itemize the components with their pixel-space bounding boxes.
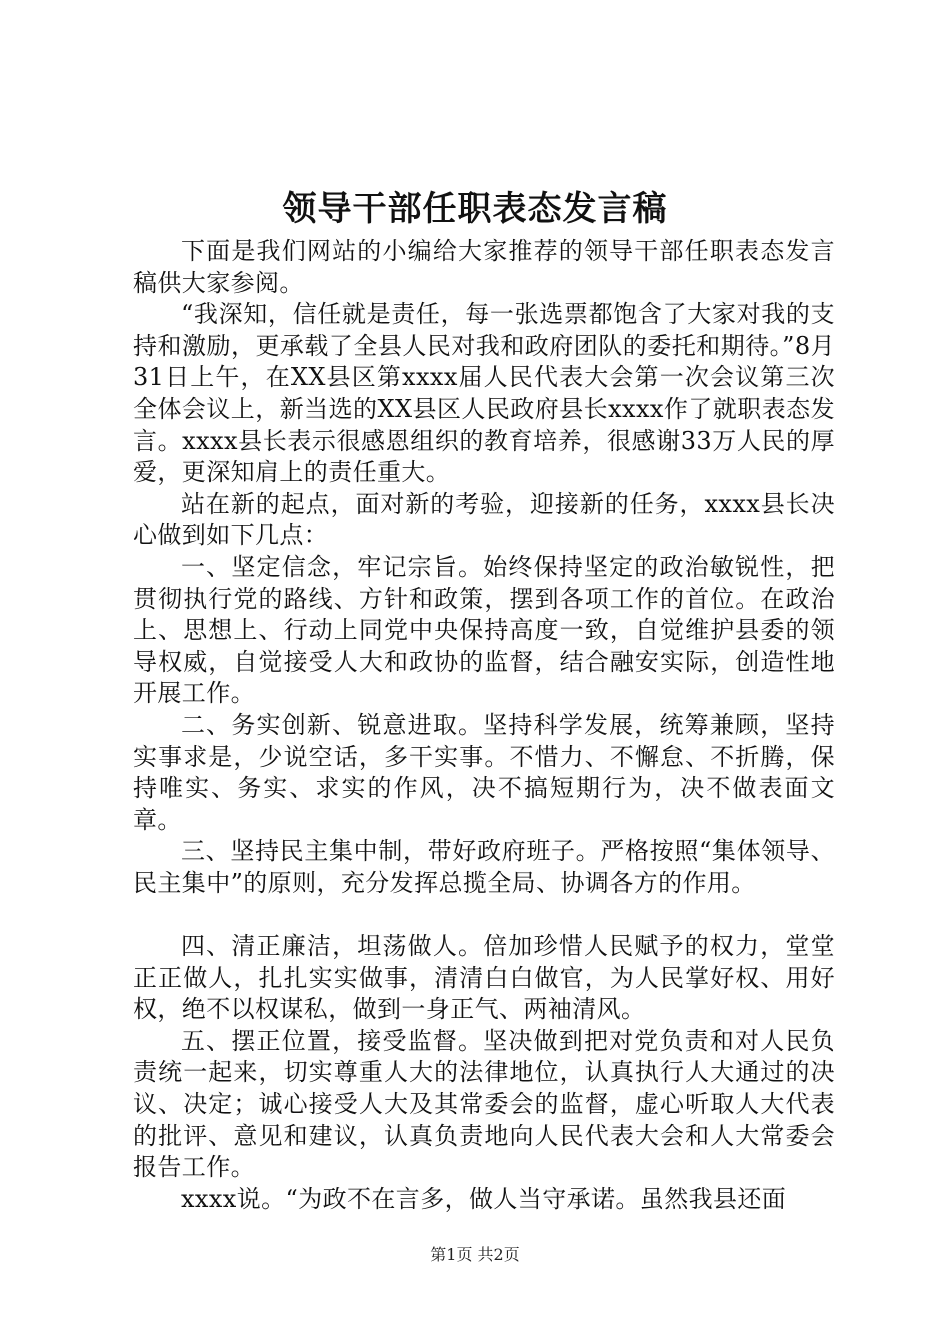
- paragraph-new-start: 站在新的起点，面对新的考验，迎接新的任务，xxxx县长决心做到如下几点：: [133, 489, 835, 550]
- paragraph-intro: 下面是我们网站的小编给大家推荐的领导干部任职表态发言稿供大家参阅。: [133, 237, 835, 297]
- document-title: 领导干部任职表态发言稿: [282, 189, 668, 229]
- page-footer: 第1页 共2页: [430, 1245, 520, 1264]
- paragraph-point-3: 三、坚持民主集中制，带好政府班子。严格按照“集体领导、民主集中”的原则，充分发挥总揽全局、协调各方的作用。: [133, 837, 835, 897]
- document-body: [133, 236, 835, 1215]
- paragraph-closing: xxxx说。“为政不在言多，做人当守承诺。虽然我县还面: [181, 1184, 787, 1213]
- paragraph-point-5: 五、摆正位置，接受监督。坚决做到把对党负责和对人民负责统一起来，切实尊重人大的法律地位，认真执行人大通过的决议、决定；诚心接受人大及其常委会的监督，虚心听取人大代表的批评、意见和建议，认真负责地向人民代表大会和人大常委会报告工作。: [133, 1026, 835, 1182]
- paragraph-point-4: 四、清正廉洁，坦荡做人。倍加珍惜人民赋予的权力，堂堂正正做人，扎扎实实做事，清清白白做官，为人民掌好权、用好权，绝不以权谋私，做到一身正气、两袖清风。: [133, 932, 835, 1024]
- paragraph-point-2: 二、务实创新、锐意进取。坚持科学发展，统筹兼顾，坚持实事求是，少说空话，多干实事。不惜力、不懈怠、不折腾，保持唯实、务实、求实的作风，决不搞短期行为，决不做表面文章。: [133, 710, 835, 834]
- paragraph-quote: “我深知，信任就是责任，每一张选票都饱含了大家对我的支持和激励，更承载了全县人民对我和政府团队的委托和期待。”8月31日上午，在XX县区第xxxx届人民代表大会第一次会议第三次全体会议上，新当选的XX县区人民政府县长xxxx作了就职表态发言。xxxx县长表示很感恩组织的教育培养，很感谢33万人民的厚爱，更深知肩上的责任重大。: [133, 300, 835, 487]
- paragraph-point-1: 一、坚定信念，牢记宗旨。始终保持坚定的政治敏锐性，把贯彻执行党的路线、方针和政策，摆到各项工作的首位。在政治上、思想上、行动上同党中央保持高度一致，自觉维护县委的领导权威，自觉接受人大和政协的监督，结合融安实际，创造性地开展工作。: [133, 552, 835, 708]
